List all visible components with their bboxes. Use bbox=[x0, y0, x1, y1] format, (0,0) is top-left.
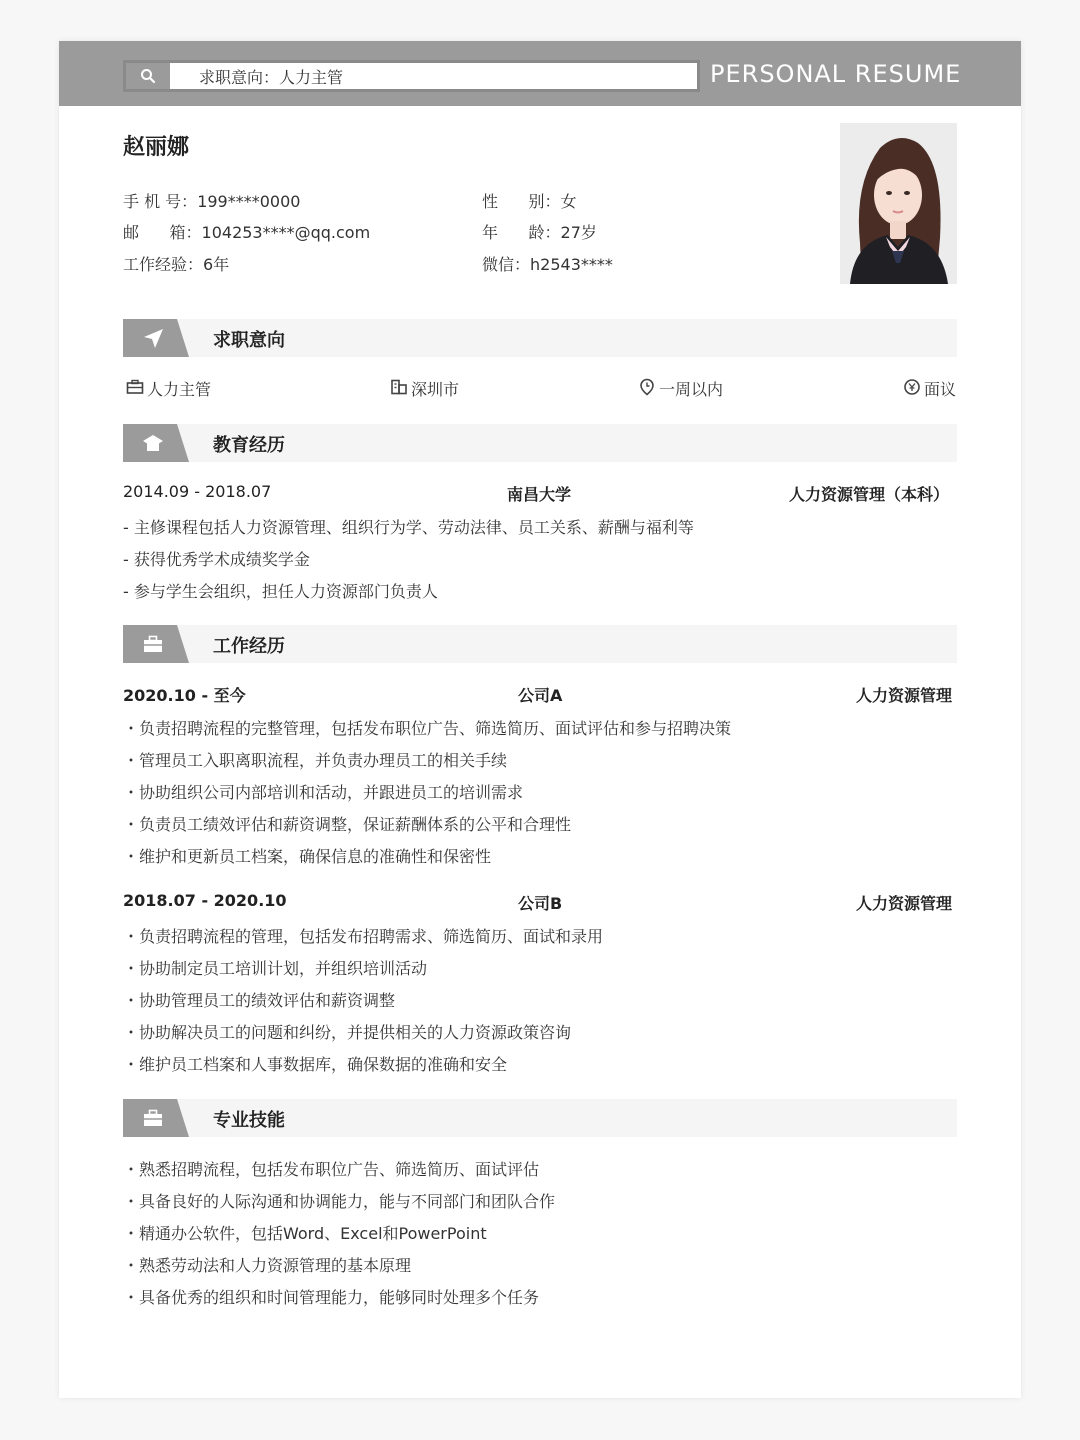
age-value: 27岁 bbox=[560, 223, 597, 242]
wechat-value: h2543**** bbox=[530, 255, 613, 274]
briefcase-icon bbox=[126, 379, 144, 399]
list-item: ・协助管理员工的绩效评估和薪资调整 bbox=[123, 991, 396, 1010]
graduation-icon bbox=[141, 431, 165, 455]
candidate-name: 赵丽娜 bbox=[123, 135, 190, 160]
intent-availability-text: 一周以内 bbox=[659, 380, 724, 399]
list-item: - 参与学生会组织，担任人力资源部门负责人 bbox=[123, 582, 438, 601]
email-value: 104253****@qq.com bbox=[201, 223, 371, 242]
list-item: ・精通办公软件，包括Word、Excel和PowerPoint bbox=[123, 1224, 487, 1243]
briefcase-icon bbox=[141, 632, 165, 656]
work-role: 人力资源管理 bbox=[856, 686, 953, 705]
list-item: ・熟悉招聘流程，包括发布职位广告、筛选简历、面试评估 bbox=[123, 1160, 540, 1179]
list-item: ・协助组织公司内部培训和活动，并跟进员工的培训需求 bbox=[123, 783, 524, 802]
education-school: 南昌大学 bbox=[507, 485, 572, 504]
age-label: 年 龄： bbox=[482, 223, 561, 242]
education-major: 人力资源管理（本科） bbox=[789, 485, 950, 504]
intent-section-title: 求职意向 bbox=[213, 330, 285, 351]
education-section-title: 教育经历 bbox=[213, 435, 285, 456]
list-item: - 获得优秀学术成绩奖学金 bbox=[123, 550, 310, 569]
email-row bbox=[123, 220, 370, 243]
work-period: 2018.07 - 2020.10 bbox=[123, 891, 287, 910]
toolbox-icon bbox=[141, 1106, 165, 1130]
list-item: ・管理员工入职离职流程，并负责办理员工的相关手续 bbox=[123, 751, 508, 770]
building-icon bbox=[390, 379, 408, 399]
intent-position bbox=[126, 377, 211, 400]
skills-section-title: 专业技能 bbox=[213, 1110, 285, 1131]
email-label: 邮 箱： bbox=[123, 223, 202, 242]
intent-city-text: 深圳市 bbox=[411, 380, 460, 399]
job-intent-search-box bbox=[123, 60, 700, 92]
list-item: ・维护和更新员工档案，确保信息的准确性和保密性 bbox=[123, 847, 492, 866]
phone-row bbox=[123, 189, 300, 212]
gender-row bbox=[482, 189, 577, 212]
list-item: ・负责员工绩效评估和薪资调整，保证薪酬体系的公平和合理性 bbox=[123, 815, 572, 834]
job-intent-value: 人力主管 bbox=[279, 67, 344, 87]
intent-salary bbox=[903, 377, 956, 400]
age-row bbox=[482, 220, 597, 243]
list-item: ・协助解决员工的问题和纠纷，并提供相关的人力资源政策咨询 bbox=[123, 1023, 572, 1042]
gender-label: 性 别： bbox=[482, 192, 561, 211]
list-item: - 主修课程包括人力资源管理、组织行为学、劳动法律、员工关系、薪酬与福利等 bbox=[123, 518, 694, 537]
work-company: 公司A bbox=[518, 686, 563, 705]
intent-salary-text: 面议 bbox=[924, 380, 957, 399]
yuan-coin-icon bbox=[903, 378, 921, 400]
list-item: ・负责招聘流程的管理，包括发布招聘需求、筛选简历、面试和录用 bbox=[123, 927, 604, 946]
location-clock-icon bbox=[638, 378, 656, 400]
experience-row bbox=[123, 252, 229, 275]
experience-label: 工作经验： bbox=[123, 255, 204, 274]
job-intent-text bbox=[199, 65, 343, 88]
list-item: ・具备良好的人际沟通和协调能力，能与不同部门和团队合作 bbox=[123, 1192, 556, 1211]
list-item: ・熟悉劳动法和人力资源管理的基本原理 bbox=[123, 1256, 412, 1275]
phone-value: 199****0000 bbox=[197, 192, 301, 211]
list-item: ・协助制定员工培训计划，并组织培训活动 bbox=[123, 959, 428, 978]
intent-city bbox=[390, 377, 459, 400]
work-section-title: 工作经历 bbox=[213, 636, 285, 657]
intent-availability bbox=[638, 377, 723, 400]
job-intent-prefix: 求职意向： bbox=[199, 67, 280, 87]
resume-title: PERSONAL RESUME bbox=[710, 60, 962, 88]
phone-label: 手 机 号： bbox=[123, 192, 198, 211]
work-period: 2020.10 - 至今 bbox=[123, 686, 246, 705]
intent-position-text: 人力主管 bbox=[147, 380, 212, 399]
experience-value: 6年 bbox=[203, 255, 230, 274]
wechat-row bbox=[482, 252, 613, 275]
list-item: ・负责招聘流程的完整管理，包括发布职位广告、筛选简历、面试评估和参与招聘决策 bbox=[123, 719, 732, 738]
paper-plane-icon bbox=[141, 326, 165, 350]
work-role: 人力资源管理 bbox=[856, 894, 953, 913]
list-item: ・维护员工档案和人事数据库，确保数据的准确和安全 bbox=[123, 1055, 508, 1074]
list-item: ・具备优秀的组织和时间管理能力，能够同时处理多个任务 bbox=[123, 1288, 540, 1307]
gender-value: 女 bbox=[560, 192, 577, 211]
wechat-label: 微信： bbox=[482, 255, 531, 274]
search-icon bbox=[126, 63, 170, 89]
profile-photo bbox=[840, 123, 957, 284]
education-period: 2014.09 - 2018.07 bbox=[123, 482, 272, 501]
work-company: 公司B bbox=[518, 894, 563, 913]
